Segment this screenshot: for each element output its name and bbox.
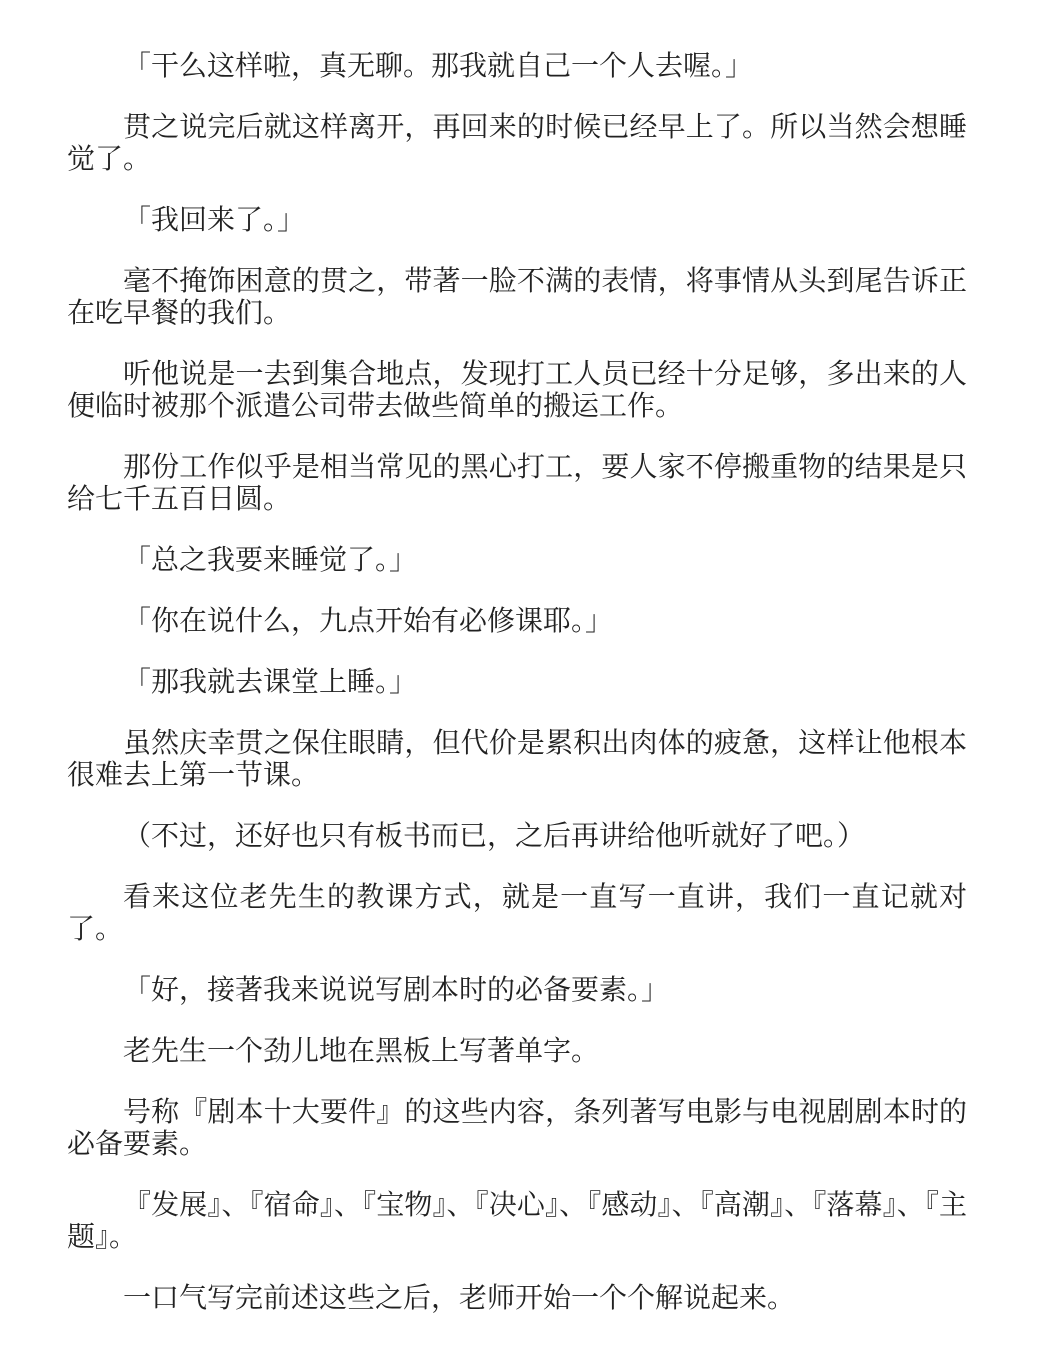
narration-paragraph: 那份工作似乎是相当常见的黑心打工，要人家不停搬重物的结果是只给七千五百日圆。 — [67, 452, 967, 515]
dialogue-paragraph: 「那我就去课堂上睡。」 — [123, 667, 418, 698]
narration-paragraph: 贯之说完后就这样离开，再回来的时候已经早上了。所以当然会想睡觉了。 — [67, 112, 967, 175]
narration-paragraph: 『发展』、『宿命』、『宝物』、『决心』、『感动』、『高潮』、『落幕』、『主题』。 — [67, 1190, 967, 1253]
narration-paragraph: 听他说是一去到集合地点，发现打工人员已经十分足够，多出来的人便临时被那个派遣公司带去做些简单的搬运工作。 — [67, 359, 967, 422]
dialogue-paragraph: 「总之我要来睡觉了。」 — [123, 545, 418, 576]
narration-paragraph: 毫不掩饰困意的贯之，带著一脸不满的表情，将事情从头到尾告诉正在吃早餐的我们。 — [67, 266, 967, 329]
dialogue-paragraph: 「好，接著我来说说写剧本时的必备要素。」 — [123, 975, 670, 1006]
narration-paragraph: 看来这位老先生的教课方式，就是一直写一直讲，我们一直记就对了。 — [67, 882, 967, 945]
dialogue-paragraph: 「干么这样啦，真无聊。那我就自己一个人去喔。」 — [123, 51, 754, 82]
narration-paragraph: 虽然庆幸贯之保住眼睛，但代价是累积出肉体的疲惫，这样让他根本很难去上第一节课。 — [67, 728, 967, 791]
narration-paragraph: 老先生一个劲儿地在黑板上写著单字。 — [123, 1036, 600, 1067]
thought-paragraph: （不过，还好也只有板书而已，之后再讲给他听就好了吧。） — [123, 821, 866, 852]
dialogue-paragraph: 「我回来了。」 — [123, 205, 306, 236]
narration-paragraph: 号称『剧本十大要件』的这些内容，条列著写电影与电视剧剧本时的必备要素。 — [67, 1097, 967, 1160]
narration-paragraph: 一口气写完前述这些之后，老师开始一个个解说起来。 — [123, 1283, 796, 1314]
dialogue-paragraph: 「你在说什么，九点开始有必修课耶。」 — [123, 606, 614, 637]
